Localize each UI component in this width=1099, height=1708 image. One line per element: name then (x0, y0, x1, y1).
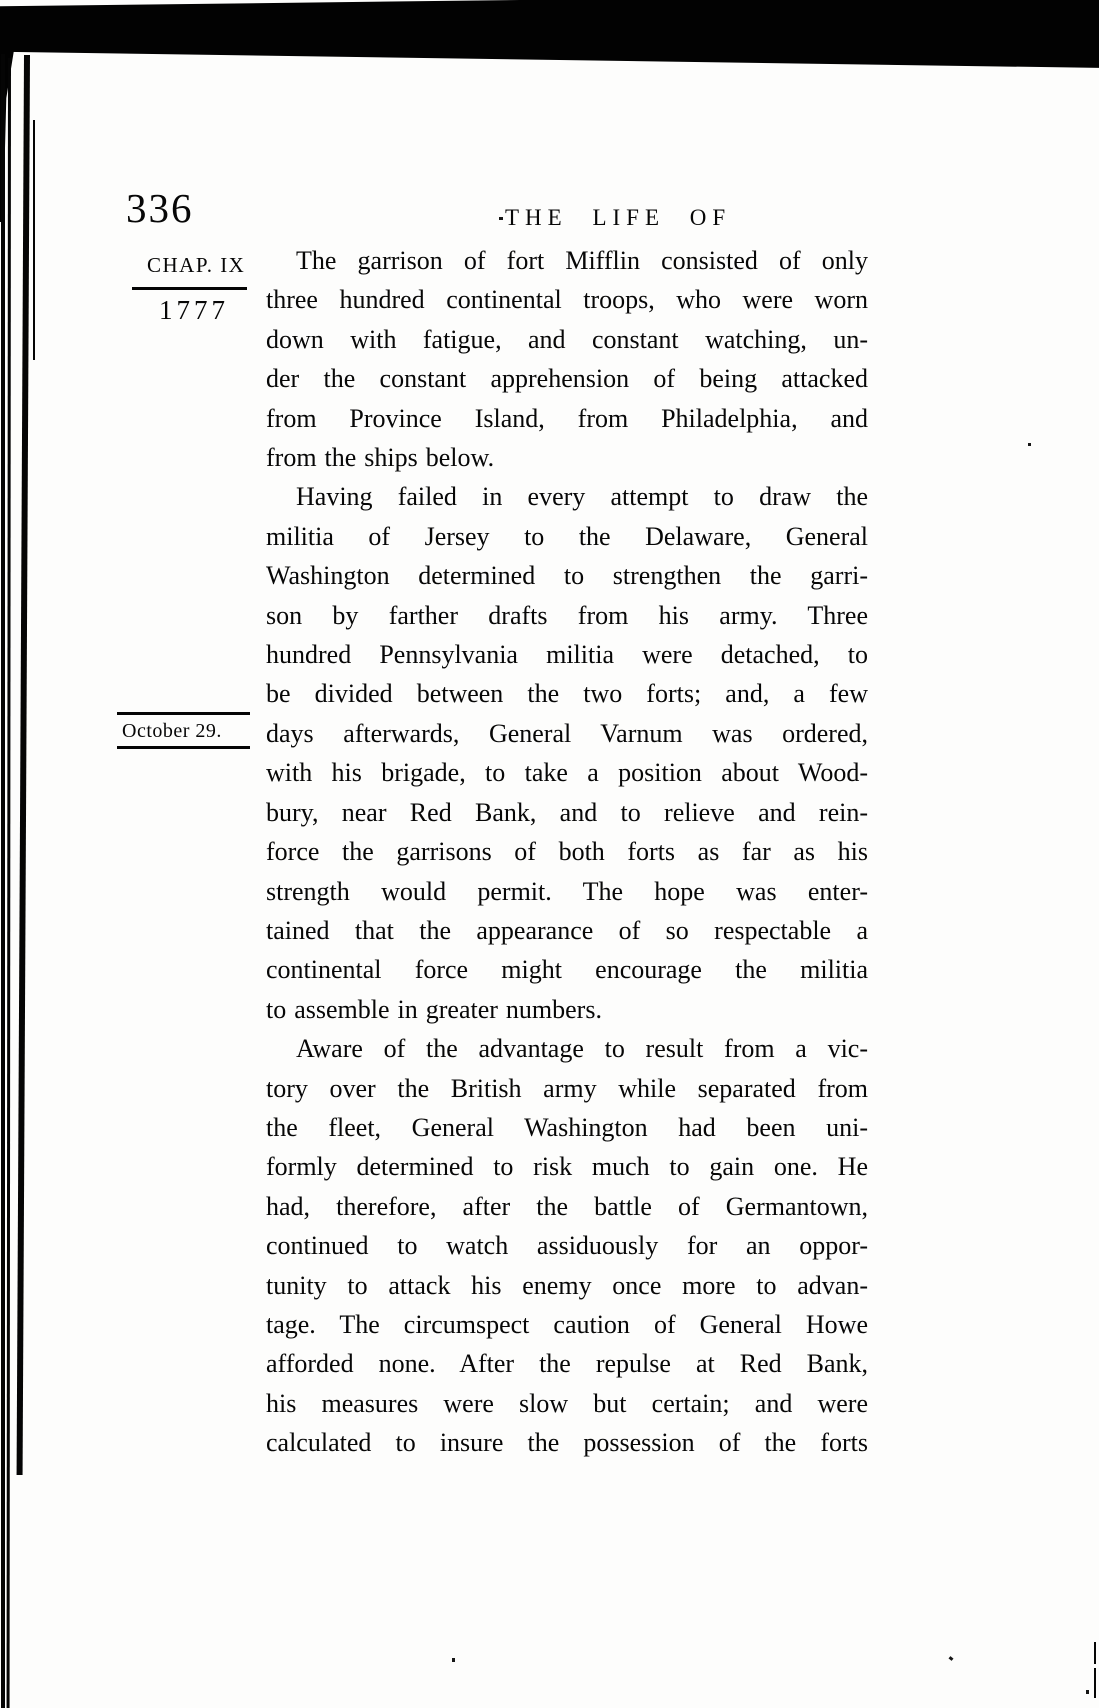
spine-edge-line (33, 120, 35, 360)
body-line: tained that the appearance of so respectable a (266, 915, 868, 945)
scan-speck (499, 217, 503, 220)
page-edge-mark (1094, 1668, 1096, 1698)
body-line: with his brigade, to take a position about Wood- (266, 758, 868, 788)
scan-speck (452, 1658, 455, 1662)
scan-speck (1028, 443, 1031, 446)
body-line: calculated to insure the possession of the forts (266, 1428, 868, 1458)
scanner-black-band (0, 0, 1099, 70)
body-line: be divided between the two forts; and, a few (266, 679, 868, 709)
year-margin-note: 1777 (159, 295, 229, 325)
page-edge-mark (1094, 1642, 1096, 1664)
body-line: Having failed in every attempt to draw the (296, 482, 868, 512)
chapter-margin-note: CHAP. IX (147, 253, 246, 277)
body-line: Washington determined to strengthen the garri- (266, 561, 868, 591)
body-line: hundred Pennsylvania militia were detached, to (266, 640, 868, 670)
body-line: tory over the British army while separated from (266, 1073, 868, 1103)
body-line: strength would permit. The hope was enter- (266, 876, 868, 906)
body-line: militia of Jersey to the Delaware, General (266, 521, 868, 551)
spine-edge-line (1, 54, 5, 1708)
body-line: bury, near Red Bank, and to relieve and rein- (266, 797, 868, 827)
scan-speck (949, 1656, 954, 1661)
page-number: 336 (126, 185, 194, 231)
body-line: tunity to attack his enemy once more to advan- (266, 1270, 868, 1300)
date-margin-note: October 29. (122, 720, 222, 742)
margin-rule (117, 746, 250, 749)
body-line: continental force might encourage the militia (266, 955, 868, 985)
spine-edge-line (17, 55, 30, 1475)
body-line: three hundred continental troops, who were worn (266, 285, 868, 315)
body-line: son by farther drafts from his army. Three (266, 600, 868, 630)
body-line: der the constant apprehension of being attacked (266, 364, 868, 394)
body-line: formly determined to risk much to gain one. He (266, 1152, 868, 1182)
body-line: the fleet, General Washington had been uni- (266, 1112, 868, 1142)
margin-rule (132, 287, 247, 290)
body-line: down with fatigue, and constant watching, un- (266, 324, 868, 354)
body-line: from Province Island, from Philadelphia, and (266, 403, 868, 433)
body-line: afforded none. After the repulse at Red Bank, (266, 1349, 868, 1379)
body-line: Aware of the advantage to result from a vic- (296, 1034, 868, 1064)
body-line: force the garrisons of both forts as far as his (266, 837, 868, 867)
body-line: had, therefore, after the battle of Germantown, (266, 1191, 868, 1221)
body-line: from the ships below. (266, 443, 495, 473)
body-text (266, 241, 868, 1463)
running-title: THE LIFE OF (505, 205, 732, 230)
body-line: The garrison of fort Mifflin consisted of only (296, 246, 868, 275)
body-line: continued to watch assiduously for an oppor- (266, 1231, 868, 1261)
body-line: his measures were slow but certain; and were (266, 1388, 868, 1418)
scan-speck (1086, 1690, 1089, 1694)
margin-rule (117, 712, 250, 715)
spine-edge-line (7, 58, 11, 1708)
body-line: tage. The circumspect caution of General Howe (266, 1309, 868, 1339)
body-line: to assemble in greater numbers. (266, 994, 602, 1024)
body-line: days afterwards, General Varnum was ordered, (266, 718, 868, 748)
